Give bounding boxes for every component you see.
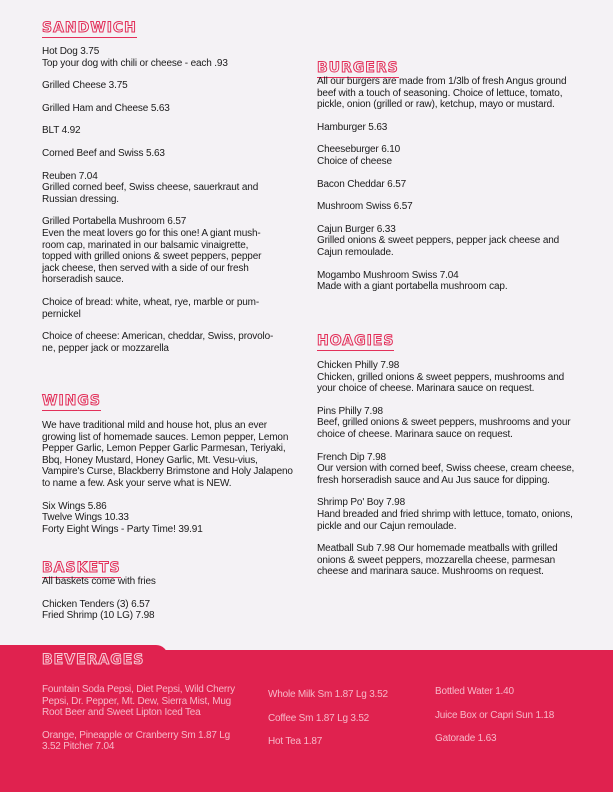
item-name: Cheeseburger 6.10 <box>317 144 401 156</box>
menu-item <box>317 122 575 134</box>
menu-item: Fried Shrimp (10 LG) 7.98 <box>42 610 155 622</box>
menu-item <box>317 406 575 441</box>
item-name: Hamburger 5.63 <box>317 121 388 133</box>
item-name: Meatball Sub 7.98 <box>317 543 396 555</box>
item-name: Cajun Burger 6.33 <box>317 223 396 235</box>
item-name: Shrimp Po' Boy 7.98 <box>317 497 405 509</box>
menu-item <box>317 452 575 487</box>
menu-item <box>42 148 274 160</box>
beverage-item: Gatorade 1.63 <box>435 733 497 745</box>
menu-item <box>42 216 274 286</box>
item-description: Grilled onions & sweet peppers, pepper jack cheese and Cajun remoulade. <box>317 235 560 258</box>
item-description: Made with a giant portabella mushroom cap. <box>317 281 508 293</box>
item-name: Corned Beef and Swiss 5.63 <box>42 147 165 159</box>
item-description: Chicken, grilled onions & sweet peppers, mushrooms and your choice of cheese. Marinara sauce on request. <box>317 371 565 395</box>
menu-item: Chicken Tenders (3) 6.57 <box>42 598 150 610</box>
bread-note: Choice of bread: white, wheat, rye, marble or pum-pernickel <box>42 296 260 320</box>
wings-column <box>42 420 294 535</box>
burgers-heading: BURGERS <box>317 60 399 76</box>
menu-item <box>317 179 575 191</box>
beverage-item: Fountain Soda Pepsi, Diet Pepsi, Wild Cherry Pepsi, Dr. Pepper, Mt. Dew, Sierra Mist, Mug Root Beer and Sweet Lipton Iced Tea <box>42 684 235 719</box>
baskets-column <box>42 576 274 622</box>
item-description: Our homemade meatballs with grilled onions & sweet peppers, mozzarella cheese, parmesan cheese and marinara sauce. Mushrooms on request. <box>317 543 558 578</box>
menu-item <box>317 201 575 213</box>
item-name: Hot Dog 3.75 <box>42 46 100 57</box>
item-name: Mushroom Swiss 6.57 <box>317 201 413 213</box>
menu-item <box>42 103 274 115</box>
menu-item <box>317 543 575 578</box>
menu-item <box>42 80 274 92</box>
item-name: Pins Philly 7.98 <box>317 405 383 417</box>
beverage-item: Whole Milk Sm 1.87 Lg 3.52 <box>268 689 388 700</box>
item-name: Grilled Ham and Cheese 5.63 <box>42 102 170 114</box>
item-name: Grilled Cheese 3.75 <box>42 80 128 92</box>
wings-intro: We have traditional mild and house hot, plus an ever growing list of homemade sauces. Lemon pepper, Lemon Pepper Garlic, Lemon Pepper Garlic Parmesan, Teriyaki, Bbq, Honey Mustard, Honey Garlic, Mt. Vesu-vius, Vampire's Curse, Blackberry Brimstone and Holy Jalapeno to name a few. Ask your serve what is NEW. <box>42 420 293 489</box>
hoagies-column <box>317 360 575 589</box>
burgers-intro: All our burgers are made from 1/3lb of fresh Angus ground beef with a touch of seasoning. Choice of lettuce, tomato, pickle, onion (grilled or raw), ketchup, mayo or mustard. <box>317 76 567 111</box>
item-name: Reuben 7.04 <box>42 170 98 182</box>
beverage-item: Coffee Sm 1.87 Lg 3.52 <box>268 712 370 724</box>
baskets-intro: All baskets come with fries <box>42 576 156 587</box>
menu-item <box>317 360 575 395</box>
burgers-column <box>317 76 575 304</box>
item-name: Grilled Portabella Mushroom 6.57 <box>42 216 187 228</box>
menu-item <box>317 144 575 167</box>
menu-item <box>42 171 274 206</box>
menu-item <box>317 270 575 293</box>
item-name: Mogambo Mushroom Swiss 7.04 <box>317 269 459 281</box>
item-description: Beef, grilled onions & sweet peppers, mushrooms and your choice of cheese. Marinara sauce on request. <box>317 417 571 440</box>
item-description: Grilled corned beef, Swiss cheese, sauerkraut and Russian dressing. <box>42 182 259 205</box>
item-name: Bacon Cheddar 6.57 <box>317 178 407 190</box>
sandwich-heading: SANDWICH <box>42 20 137 36</box>
beverage-item: Bottled Water 1.40 <box>435 686 514 697</box>
item-name: French Dip 7.98 <box>317 451 386 463</box>
beverage-item: Hot Tea 1.87 <box>268 736 323 748</box>
item-name: Chicken Philly 7.98 <box>317 360 400 371</box>
beverage-item: Juice Box or Capri Sun 1.18 <box>435 709 555 721</box>
beverages-column-1 <box>42 684 242 764</box>
menu-item: Six Wings 5.86 <box>42 500 107 512</box>
menu-item <box>317 497 575 532</box>
cheese-note: Choice of cheese: American, cheddar, Swiss, provolo-ne, pepper jack or mozzarella <box>42 331 274 354</box>
item-name: BLT 4.92 <box>42 125 81 137</box>
beverages-heading: BEVERAGES <box>42 652 145 668</box>
item-description: Hand breaded and fried shrimp with lettuce, tomato, onions, pickle and our Cajun remoulade. <box>317 508 573 532</box>
item-description: Our version with corned beef, Swiss cheese, cream cheese, fresh horseradish sauce and Au Jus sauce for dipping. <box>317 463 575 486</box>
menu-item <box>317 224 575 259</box>
menu-item <box>42 46 274 69</box>
item-description: Top your dog with chili or cheese - each .93 <box>42 57 228 69</box>
hoagies-heading: HOAGIES <box>317 333 395 349</box>
menu-item <box>42 125 274 137</box>
item-description: Choice of cheese <box>317 155 392 167</box>
item-description: Even the meat lovers go for this one! A giant mush-room cap, marinated in our balsamic vinaigrette, topped with grilled onions & sweet peppers, pepper jack cheese, then served with a side of our fresh horseradish sauce. <box>42 227 262 286</box>
beverages-column-3 <box>435 686 605 756</box>
menu-item: Forty Eight Wings - Party Time! 39.91 <box>42 523 203 535</box>
wings-heading: WINGS <box>42 393 101 409</box>
beverages-column-2 <box>268 689 428 759</box>
menu-item: Twelve Wings 10.33 <box>42 512 129 524</box>
wings-list <box>42 501 294 536</box>
baskets-heading: BASKETS <box>42 560 121 576</box>
sandwich-column <box>42 46 274 365</box>
beverage-item: Orange, Pineapple or Cranberry Sm 1.87 Lg 3.52 Pitcher 7.04 <box>42 729 231 753</box>
